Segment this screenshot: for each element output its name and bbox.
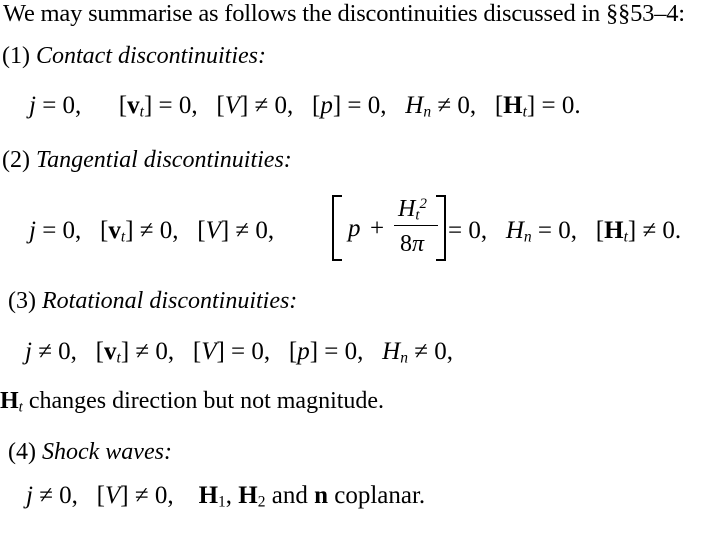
bracket-p: p xyxy=(348,215,361,242)
equation-shock: j ≠ 0, [V] ≠ 0, $H_1$, $H_2$ and n coplanar. xyxy=(26,482,426,511)
item-title: Contact discontinuities: xyxy=(35,43,266,69)
bracket-plus: + xyxy=(370,215,385,242)
fraction-numerator: $H_t^2$ xyxy=(398,196,427,224)
equation-contact: j = 0, $[v_t] = 0$, [V] ≠ 0, [p] = 0, $H_n \ne 0$, $[H_t] = 0$. xyxy=(29,92,581,121)
fraction-denominator: 8π xyxy=(400,231,425,257)
item-number: (2) xyxy=(2,147,30,173)
item-title: Tangential discontinuities: xyxy=(35,147,292,173)
equation-rotational: j ≠ 0, $[v_t] \ne 0$, [V] = 0, [p] = 0, $H_n \ne 0$, xyxy=(25,338,453,367)
rotational-note: $H_t$ changes direction but not magnitude. xyxy=(0,388,385,416)
heading-contact-discontinuities xyxy=(2,44,266,68)
heading-tangential-discontinuities xyxy=(2,148,292,172)
pressure-bracket xyxy=(332,191,446,263)
equation-tangential-prefix: j = 0, $[v_t] \ne 0$, [V] ≠ 0, xyxy=(29,217,275,246)
item-number: (1) xyxy=(2,43,30,69)
equation-tangential-suffix: = 0, $H_n = 0$, $[H_t] \ne 0$. xyxy=(448,217,682,246)
left-bracket xyxy=(332,195,342,261)
heading-rotational-discontinuities xyxy=(8,289,297,313)
intro-sentence: We may summarise as follows the discontinuities discussed in §§53–4: xyxy=(3,0,685,27)
item-title: Shock waves: xyxy=(41,439,172,465)
item-number: (4) xyxy=(8,439,36,465)
right-bracket xyxy=(436,195,446,261)
heading-shock-waves xyxy=(8,440,172,464)
item-title: Rotational discontinuities: xyxy=(41,288,298,314)
item-number: (3) xyxy=(8,288,36,314)
fraction-bar xyxy=(394,225,438,226)
